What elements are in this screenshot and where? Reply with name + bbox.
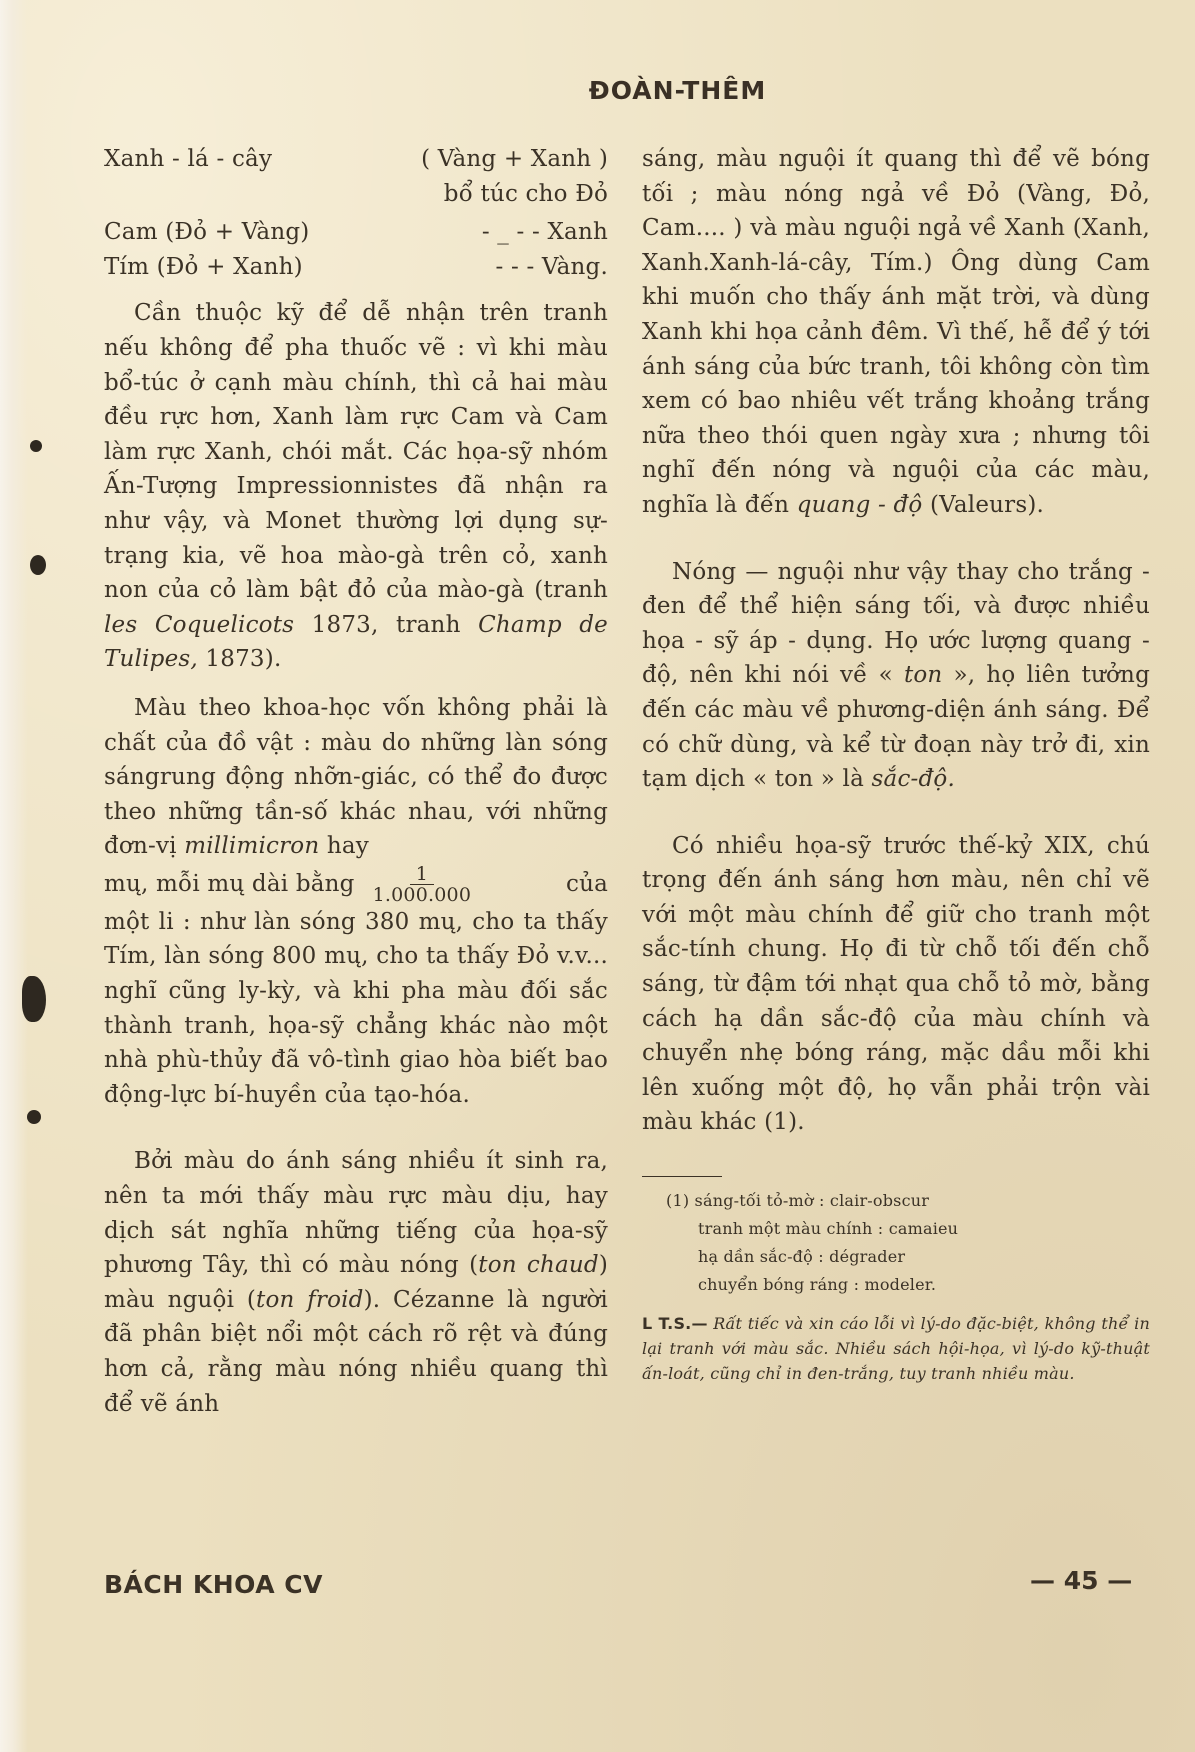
spacer bbox=[104, 1126, 608, 1144]
editor-note-label: L T.S.— bbox=[642, 1314, 708, 1334]
table-row bbox=[104, 215, 608, 250]
table-cell: - _ - - Xanh bbox=[481, 219, 608, 246]
table-cell: - - - Vàng. bbox=[495, 253, 608, 280]
table-cell: ( Vàng + Xanh ) bbox=[421, 146, 608, 172]
magazine-name: BÁCH KHOA CV bbox=[104, 1570, 324, 1599]
text-run: 1873, tranh bbox=[294, 611, 479, 638]
table-row bbox=[104, 177, 608, 212]
table-row bbox=[104, 250, 608, 285]
text-run: », họ liên tưởng đến các màu về phương-diện ánh sáng. Để có chữ dùng, và kể từ đoạn này trở đi, xin tạm dịch « ton » là bbox=[642, 662, 1150, 793]
text-run: Cần thuộc kỹ để dễ nhận trên tranh nếu không để pha thuốc vẽ : vì khi màu bổ-túc ở cạnh màu chính, thì cả hai màu đều rực hơn, Xanh làm rực Cam và Cam làm rực Xanh, chói mắt. Các họa-sỹ nhóm Ấn-Tượng Impressionnistes đã nhận ra như vậy, và Monet thường lợi dụng sự-trạng kia, vẽ hoa mào-gà trên cỏ, xanh non của cỏ làm bật đỏ của mào-gà (tranh bbox=[104, 300, 608, 604]
paragraph bbox=[104, 296, 608, 677]
text-run: ). Cézanne là người đã phân biệt nổi một cách rõ rệt và đúng hơn cả, rằng màu nóng nhiều quang thì để vẽ ánh bbox=[104, 1286, 608, 1417]
footnote: (1) sáng-tối tỏ-mờ : clair-obscur bbox=[666, 1191, 930, 1211]
paragraph bbox=[642, 142, 1150, 523]
italic-term: sắc-độ. bbox=[871, 766, 955, 793]
binding-hole bbox=[22, 976, 46, 1022]
italic-title: les Coquelicots bbox=[104, 611, 295, 638]
editor-note-text: Rất tiếc và xin cáo lỗi vì lý-do đặc-biệt, không thể in lại tranh với màu sắc. Nhiều sách hội-họa, vì lý-do kỹ-thuật ấn-loát, cũng chỉ in đen-trắng, tuy tranh nhiều màu. bbox=[642, 1314, 1150, 1384]
italic-term: ton froid bbox=[256, 1286, 364, 1313]
fraction-denominator: 1.000.000 bbox=[372, 883, 472, 906]
table-cell: Xanh - lá - cây bbox=[104, 146, 273, 172]
text-run: Màu theo khoa-học vốn không phải là chất của đồ vật : màu do những làn sóng sángrung động nhỡn-giác, có thể đo được theo những tần-số khác nhau, với những đơn-vị bbox=[104, 694, 608, 860]
binding-hole bbox=[27, 1110, 41, 1124]
italic-term: ton chaud bbox=[478, 1252, 599, 1279]
binding-hole bbox=[30, 555, 46, 575]
text-run: Bởi màu do ánh sáng nhiều ít sinh ra, nên ta mới thấy màu rực màu dịu, hay dịch sát nghĩa những tiếng của họa-sỹ phương Tây, thì có màu nóng ( bbox=[104, 1148, 608, 1279]
footnote: hạ dần sắc-độ : dégrader bbox=[698, 1247, 906, 1267]
text-run: sáng, màu nguội ít quang thì để vẽ bóng tối ; màu nóng ngả về Đỏ (Vàng, Đỏ, Cam.... ) và màu nguội ngả về Xanh (Xanh, Xanh.Xanh-lá-cây, Tím.) Ông dùng Cam khi muốn cho thấy ánh mặt trời, và dùng Xanh khi họa cảnh đêm. Vì thế, hễ để ý tới ánh sáng của bức tranh, tôi không còn tìm xem có bao nhiêu vết trắng khoảng trắng nữa theo thói quen ngày xưa ; nhưng tôi nghĩ đến nóng và nguội của các màu, nghĩa là đến bbox=[642, 146, 1150, 518]
running-title: ĐOÀN-THÊM bbox=[588, 76, 767, 105]
binding-hole bbox=[30, 440, 42, 452]
text-run: hay bbox=[319, 833, 369, 860]
editor-note bbox=[642, 1311, 1150, 1386]
page-number: — 45 — bbox=[1030, 1566, 1133, 1595]
right-column bbox=[642, 142, 1150, 1386]
italic-title: Champ de Tulipes, bbox=[104, 611, 608, 673]
table-cell: Tím (Đỏ + Xanh) bbox=[104, 253, 303, 280]
page-torn-edge bbox=[0, 0, 28, 1752]
fraction-line bbox=[104, 864, 608, 905]
italic-term: quang - độ bbox=[796, 491, 923, 518]
table-row bbox=[104, 142, 608, 177]
paragraph bbox=[104, 1144, 608, 1421]
complementary-colors-table bbox=[104, 142, 608, 284]
text-run: 1873). bbox=[197, 646, 282, 673]
italic-term: ton bbox=[903, 662, 943, 689]
left-column bbox=[104, 142, 608, 1435]
footnote: tranh một màu chính : camaieu bbox=[698, 1219, 959, 1239]
paragraph bbox=[104, 691, 608, 864]
text-run: mų, mỗi mų dài bằng bbox=[104, 871, 355, 898]
paragraph bbox=[642, 555, 1150, 797]
text-run: của bbox=[565, 871, 608, 898]
table-cell: bổ túc cho Đỏ bbox=[443, 180, 608, 207]
spacer bbox=[642, 811, 1150, 829]
text-run: ) màu nguội ( bbox=[104, 1252, 608, 1313]
fraction bbox=[373, 864, 472, 905]
fraction-numerator: 1 bbox=[410, 864, 434, 885]
italic-term: millimicron bbox=[184, 833, 320, 860]
text-run: Nóng — nguội như vậy thay cho trắng - đen để thể hiện sáng tối, và được nhiều họa - sỹ áp - dụng. Họ ước lượng quang - độ, nên khi nói về « bbox=[642, 558, 1150, 689]
paragraph: Có nhiều họa-sỹ trước thế-kỷ XIX, chú trọng đến ánh sáng hơn màu, nên chỉ vẽ với một màu chính để giữ cho tranh một sắc-tính chung. Họ đi từ chỗ tối đến chỗ sáng, từ đậm tới nhạt qua chỗ tỏ mờ, bằng cách hạ dần sắc-độ của màu chính và chuyển nhẹ bóng ráng, mặc dầu mỗi khi lên xuống một độ, họ vẫn phải trộn vài màu khác (1). bbox=[642, 832, 1150, 1136]
text-run: (Valeurs). bbox=[922, 491, 1045, 518]
paragraph: một li : như làn sóng 380 mų, cho ta thấy Tím, làn sóng 800 mų, cho ta thấy Đỏ v.v... nghĩ cũng ly-kỳ, và khi pha màu đối sắc thành tranh, họa-sỹ chẳng khác nào một nhà phù-thủy đã vô-tình giao hòa biết bao động-lực bí-huyền của tạo-hóa. bbox=[104, 908, 608, 1108]
spacer bbox=[642, 537, 1150, 555]
footnote: chuyển bóng ráng : modeler. bbox=[698, 1275, 937, 1295]
table-cell: Cam (Đỏ + Vàng) bbox=[104, 219, 310, 246]
footnote-rule bbox=[642, 1176, 722, 1177]
